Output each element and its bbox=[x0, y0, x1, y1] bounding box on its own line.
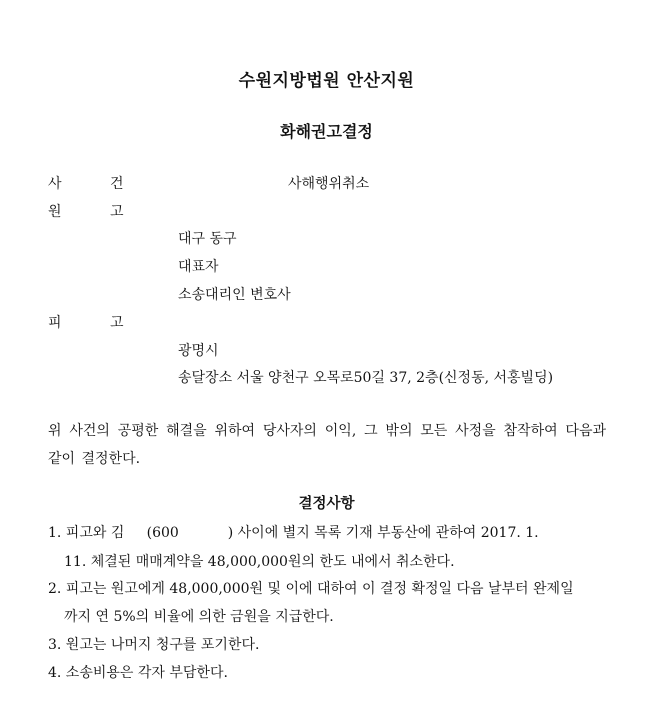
court-name: 수원지방법원 안산지원 bbox=[238, 71, 415, 91]
document-title: 화해권고결정 bbox=[280, 122, 373, 141]
plaintiff-label-2: 고 bbox=[110, 204, 124, 220]
defendant-service-address: 송달장소 서울 양천구 오목로50길 37, 2층(신정동, 서홍빌딩) bbox=[178, 370, 554, 386]
case-label-1: 사 bbox=[48, 176, 62, 192]
plaintiff-representative: 대표자 bbox=[178, 259, 219, 275]
defendant-label-2: 고 bbox=[110, 315, 124, 331]
decision-title: 결정사항 bbox=[298, 496, 355, 512]
intro-paragraph: 위 사건의 공평한 해결을 위하여 당사자의 이익, 그 밖의 모든 사정을 참작하여 다음과 같이 결정한다. bbox=[48, 423, 606, 467]
decision-item-3: 3. 원고는 나머지 청구를 포기한다. bbox=[48, 637, 260, 653]
plaintiff-address: 대구 동구 bbox=[178, 231, 237, 247]
decision-item-2-continued: 까지 연 5%의 비율에 의한 금원을 지급한다. bbox=[64, 609, 334, 625]
defendant-label-1: 피 bbox=[48, 315, 62, 331]
plaintiff-label-1: 원 bbox=[48, 204, 62, 220]
plaintiff-attorney: 소송대리인 변호사 bbox=[178, 287, 291, 303]
defendant-address: 광명시 bbox=[178, 343, 219, 359]
decision-item-4: 4. 소송비용은 각자 부담한다. bbox=[48, 665, 228, 681]
case-name: 사해행위취소 bbox=[288, 176, 370, 192]
decision-item-2: 2. 피고는 원고에게 48,000,000원 및 이에 대하여 이 결정 확정일 다음 날부터 완제일 bbox=[48, 581, 574, 597]
case-label-2: 건 bbox=[110, 176, 124, 192]
decision-item-1-continued: 11. 체결된 매매계약을 48,000,000원의 한도 내에서 취소한다. bbox=[64, 554, 455, 570]
decision-item-1: 1. 피고와 김 (600 ) 사이에 별지 목록 기재 부동산에 관하여 2017. 1. bbox=[48, 525, 539, 541]
